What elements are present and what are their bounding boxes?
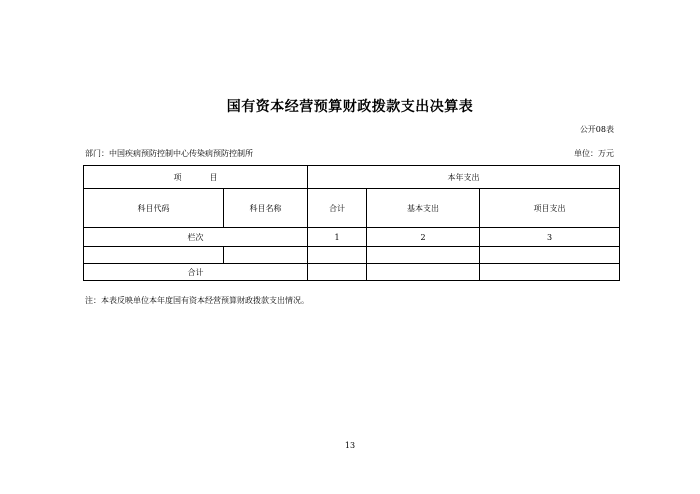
item-header-left: 项	[173, 172, 182, 182]
department-label: 部门：中国疾病预防控制中心传染病预防控制所	[85, 149, 253, 158]
project-expense-header: 项目支出	[480, 189, 620, 228]
empty-cell	[308, 264, 367, 281]
table-header-group-row	[84, 166, 620, 189]
total-row	[84, 264, 620, 281]
document-title: 国有资本经营预算财政拨款支出决算表	[226, 99, 474, 115]
current-year-expense-header: 本年支出	[308, 166, 620, 189]
empty-cell	[367, 264, 480, 281]
empty-cell	[308, 247, 367, 264]
table-row	[84, 247, 620, 264]
item-header-right: 目	[209, 172, 218, 182]
row-index-col2: 2	[367, 228, 480, 247]
footnote: 注：本表反映单位本年度国有资本经营预算财政拨款支出情况。	[85, 296, 309, 305]
unit-label: 单位：万元	[574, 149, 614, 158]
form-number: 公开08表	[579, 125, 614, 134]
table-column-header-row	[84, 189, 620, 228]
item-header-cell	[84, 166, 308, 189]
expense-table	[83, 165, 620, 281]
row-index-col1: 1	[308, 228, 367, 247]
empty-cell	[84, 247, 224, 264]
empty-cell	[367, 247, 480, 264]
row-index-row	[84, 228, 620, 247]
total-row-label: 合计	[84, 264, 308, 281]
page-number: 13	[344, 441, 356, 450]
empty-cell	[480, 247, 620, 264]
empty-cell	[224, 247, 308, 264]
row-index-col3: 3	[480, 228, 620, 247]
basic-expense-header: 基本支出	[367, 189, 480, 228]
subject-name-header: 科目名称	[224, 189, 308, 228]
row-index-label: 栏次	[84, 228, 308, 247]
subject-code-header: 科目代码	[84, 189, 224, 228]
empty-cell	[480, 264, 620, 281]
total-header: 合计	[308, 189, 367, 228]
